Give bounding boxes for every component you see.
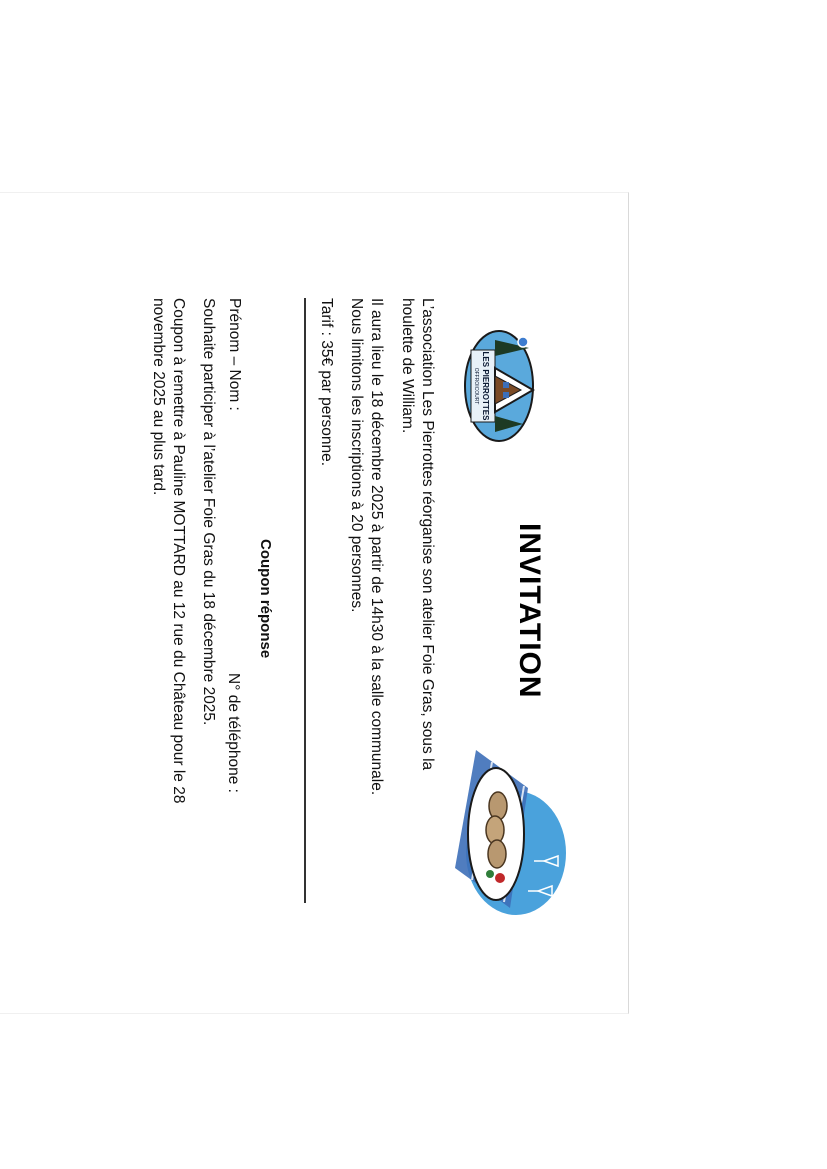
participation-line: Souhaite participer à l’atelier Foie Gras du 18 décembre 2025. [200,298,217,726]
intro-line-1: L’association Les Pierrottes réorganise son atelier Foie Gras, sous la [419,298,436,771]
limit-line: Nous limitons les inscriptions à 20 personnes. [348,298,365,613]
foie-gras-plate-illustration [453,748,568,918]
return-line-1: Coupon à remettre à Pauline MOTTARD au 12 rue du Château pour le 28 [170,298,187,804]
coupon-divider [304,298,306,903]
page-title: INVITATION [513,523,546,699]
phone-label: N° de téléphone : [225,673,242,793]
name-label: Prénom – Nom : [226,298,243,411]
invitation-card [0,192,629,1014]
tarif-line: Tarif : 35€ par personne. [318,298,335,467]
les-pierrottes-logo [463,328,543,448]
return-line-2: novembre 2025 au plus tard. [150,298,167,496]
coupon-title: Coupon réponse [257,539,274,659]
invitation-content [0,193,628,1013]
logo-sub-text: OFFROICOURT [473,367,479,405]
intro-line-2: houlette de William. [399,298,416,434]
logo-main-text: LES PIERROTTES [481,351,490,421]
event-line: Il aura lieu le 18 décembre 2025 à partir de 14h30 à la salle communale. [368,298,385,796]
